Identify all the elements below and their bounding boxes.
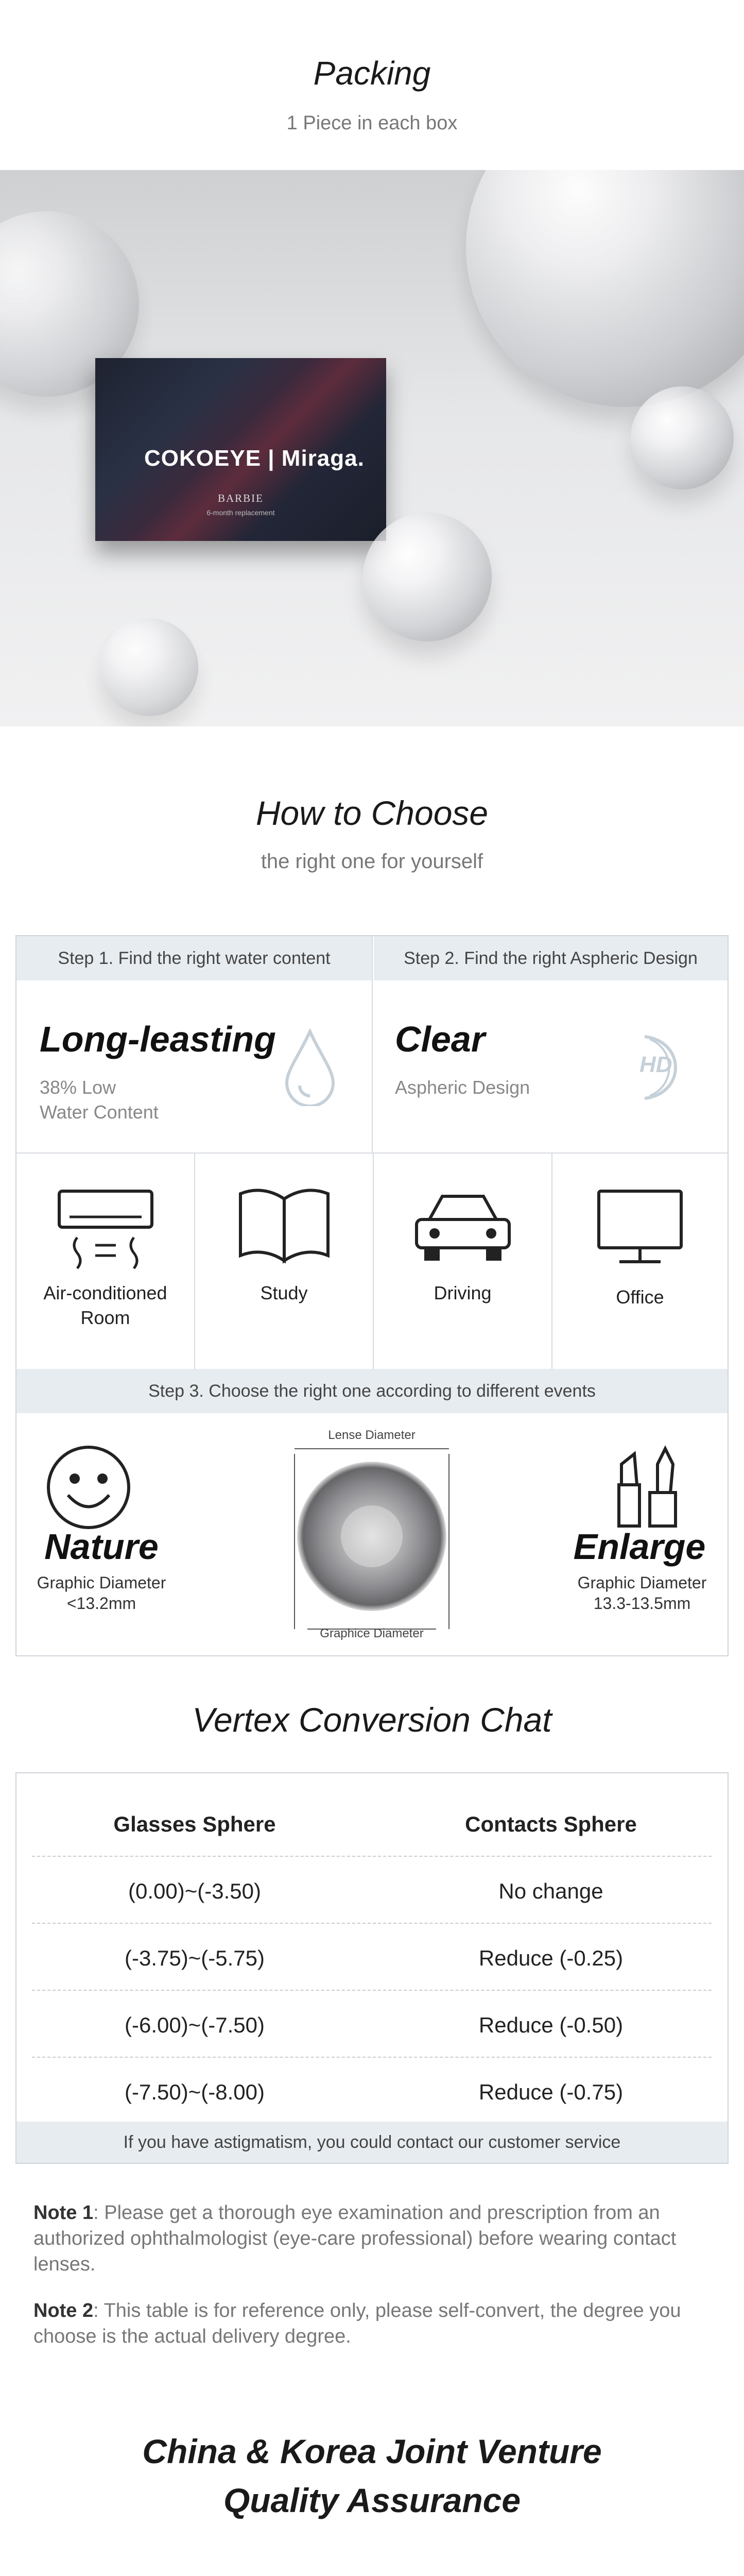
event-air-conditioned	[16, 1163, 194, 1369]
table-row-contacts: Reduce (-0.50)	[478, 2013, 624, 2037]
table-row-glasses: (-3.75)~(-5.75)	[125, 1946, 265, 1970]
glass-sphere-small	[100, 618, 198, 716]
packing-photo	[0, 170, 744, 726]
enlarge-desc: Graphic Diameter 13.3-13.5mm	[577, 1573, 707, 1613]
table-row-contacts: Reduce (-0.75)	[478, 2080, 624, 2104]
table-row-contacts: Reduce (-0.25)	[478, 1946, 624, 1970]
event-office	[552, 1163, 728, 1369]
product-box	[95, 358, 386, 541]
row-separator	[32, 1990, 712, 1991]
event-label-office: Office	[616, 1286, 664, 1308]
row-divider	[16, 1153, 728, 1154]
glass-sphere-right	[631, 386, 734, 489]
choose-panel	[15, 935, 729, 1656]
note-1	[33, 2200, 718, 2277]
glass-sphere-large	[466, 170, 744, 407]
vertex-table	[15, 1772, 729, 2164]
quality-title-line2: Quality Assurance	[223, 2481, 521, 2519]
step-divider	[372, 936, 373, 1153]
event-label-air: Air-conditioned Room	[43, 1282, 167, 1328]
note-2-text: : This table is for reference only, please self-convert, the degree you choose is the actual delivery degree.	[33, 2300, 681, 2347]
water-drop-icon	[284, 1029, 336, 1106]
astigmatism-footer: If you have astigmatism, you could contact our customer service	[16, 2122, 728, 2163]
water-content-text: 38% Low Water Content	[40, 1077, 159, 1123]
event-label-driving: Driving	[434, 1282, 492, 1303]
nature-heading: Nature	[44, 1527, 159, 1567]
lens-diameter-label: Lense Diameter	[328, 1428, 416, 1442]
quality-title-line1: China & Korea Joint Venture	[142, 2432, 602, 2470]
note-1-text: : Please get a thorough eye examination and prescription from an authorized ophthalmologist (eye-care professional) before wearing contact lenses.	[33, 2202, 677, 2275]
note-2-label: Note 2	[33, 2300, 94, 2321]
event-label-study: Study	[260, 1282, 308, 1303]
long-leasting-heading: Long-leasting	[40, 1019, 276, 1059]
col-glasses-header: Glasses Sphere	[113, 1812, 276, 1836]
event-study	[195, 1163, 373, 1369]
row-separator	[32, 1856, 712, 1857]
col-contacts-header: Contacts Sphere	[465, 1812, 637, 1836]
smiley-icon	[45, 1444, 132, 1531]
graphic-diameter-label: Graphice Diameter	[320, 1626, 424, 1640]
book-icon	[233, 1183, 336, 1271]
glass-sphere-middle	[363, 513, 492, 641]
packing-title: Packing	[313, 55, 431, 92]
box-brand: COKOEYE | Miraga.	[144, 446, 365, 471]
step2-bar: Step 2. Find the right Aspheric Design	[374, 936, 728, 980]
box-replacement: 6-month replacement	[206, 509, 275, 517]
enlarge-heading: Enlarge	[573, 1527, 706, 1567]
vertex-title: Vertex Conversion Chat	[192, 1701, 552, 1739]
row-separator	[32, 1923, 712, 1924]
choose-subtitle: the right one for yourself	[261, 850, 483, 873]
car-icon	[406, 1183, 520, 1271]
event-driving	[374, 1163, 551, 1369]
table-row-contacts: No change	[498, 1879, 603, 1903]
step3-bar: Step 3. Choose the right one according to different events	[16, 1369, 728, 1413]
clear-heading: Clear	[395, 1019, 486, 1059]
note-1-label: Note 1	[33, 2202, 94, 2224]
aspheric-text: Aspheric Design	[395, 1077, 530, 1098]
table-row-glasses: (-6.00)~(-7.50)	[125, 2013, 265, 2037]
hd-badge: HD	[639, 1052, 672, 1077]
step1-bar: Step 1. Find the right water content	[16, 936, 372, 980]
lens-diagram	[284, 1444, 459, 1639]
row-separator	[32, 2057, 712, 2058]
table-row-glasses: (0.00)~(-3.50)	[128, 1879, 261, 1903]
box-model: BARBIE	[217, 492, 264, 504]
nature-desc: Graphic Diameter <13.2mm	[37, 1573, 166, 1613]
air-conditioner-icon	[49, 1183, 162, 1271]
monitor-icon	[589, 1183, 691, 1271]
packing-subtitle: 1 Piece in each box	[286, 112, 458, 134]
table-row-glasses: (-7.50)~(-8.00)	[125, 2080, 265, 2104]
makeup-icon	[609, 1444, 691, 1531]
note-2	[33, 2298, 718, 2349]
choose-title: How to Choose	[255, 794, 489, 832]
